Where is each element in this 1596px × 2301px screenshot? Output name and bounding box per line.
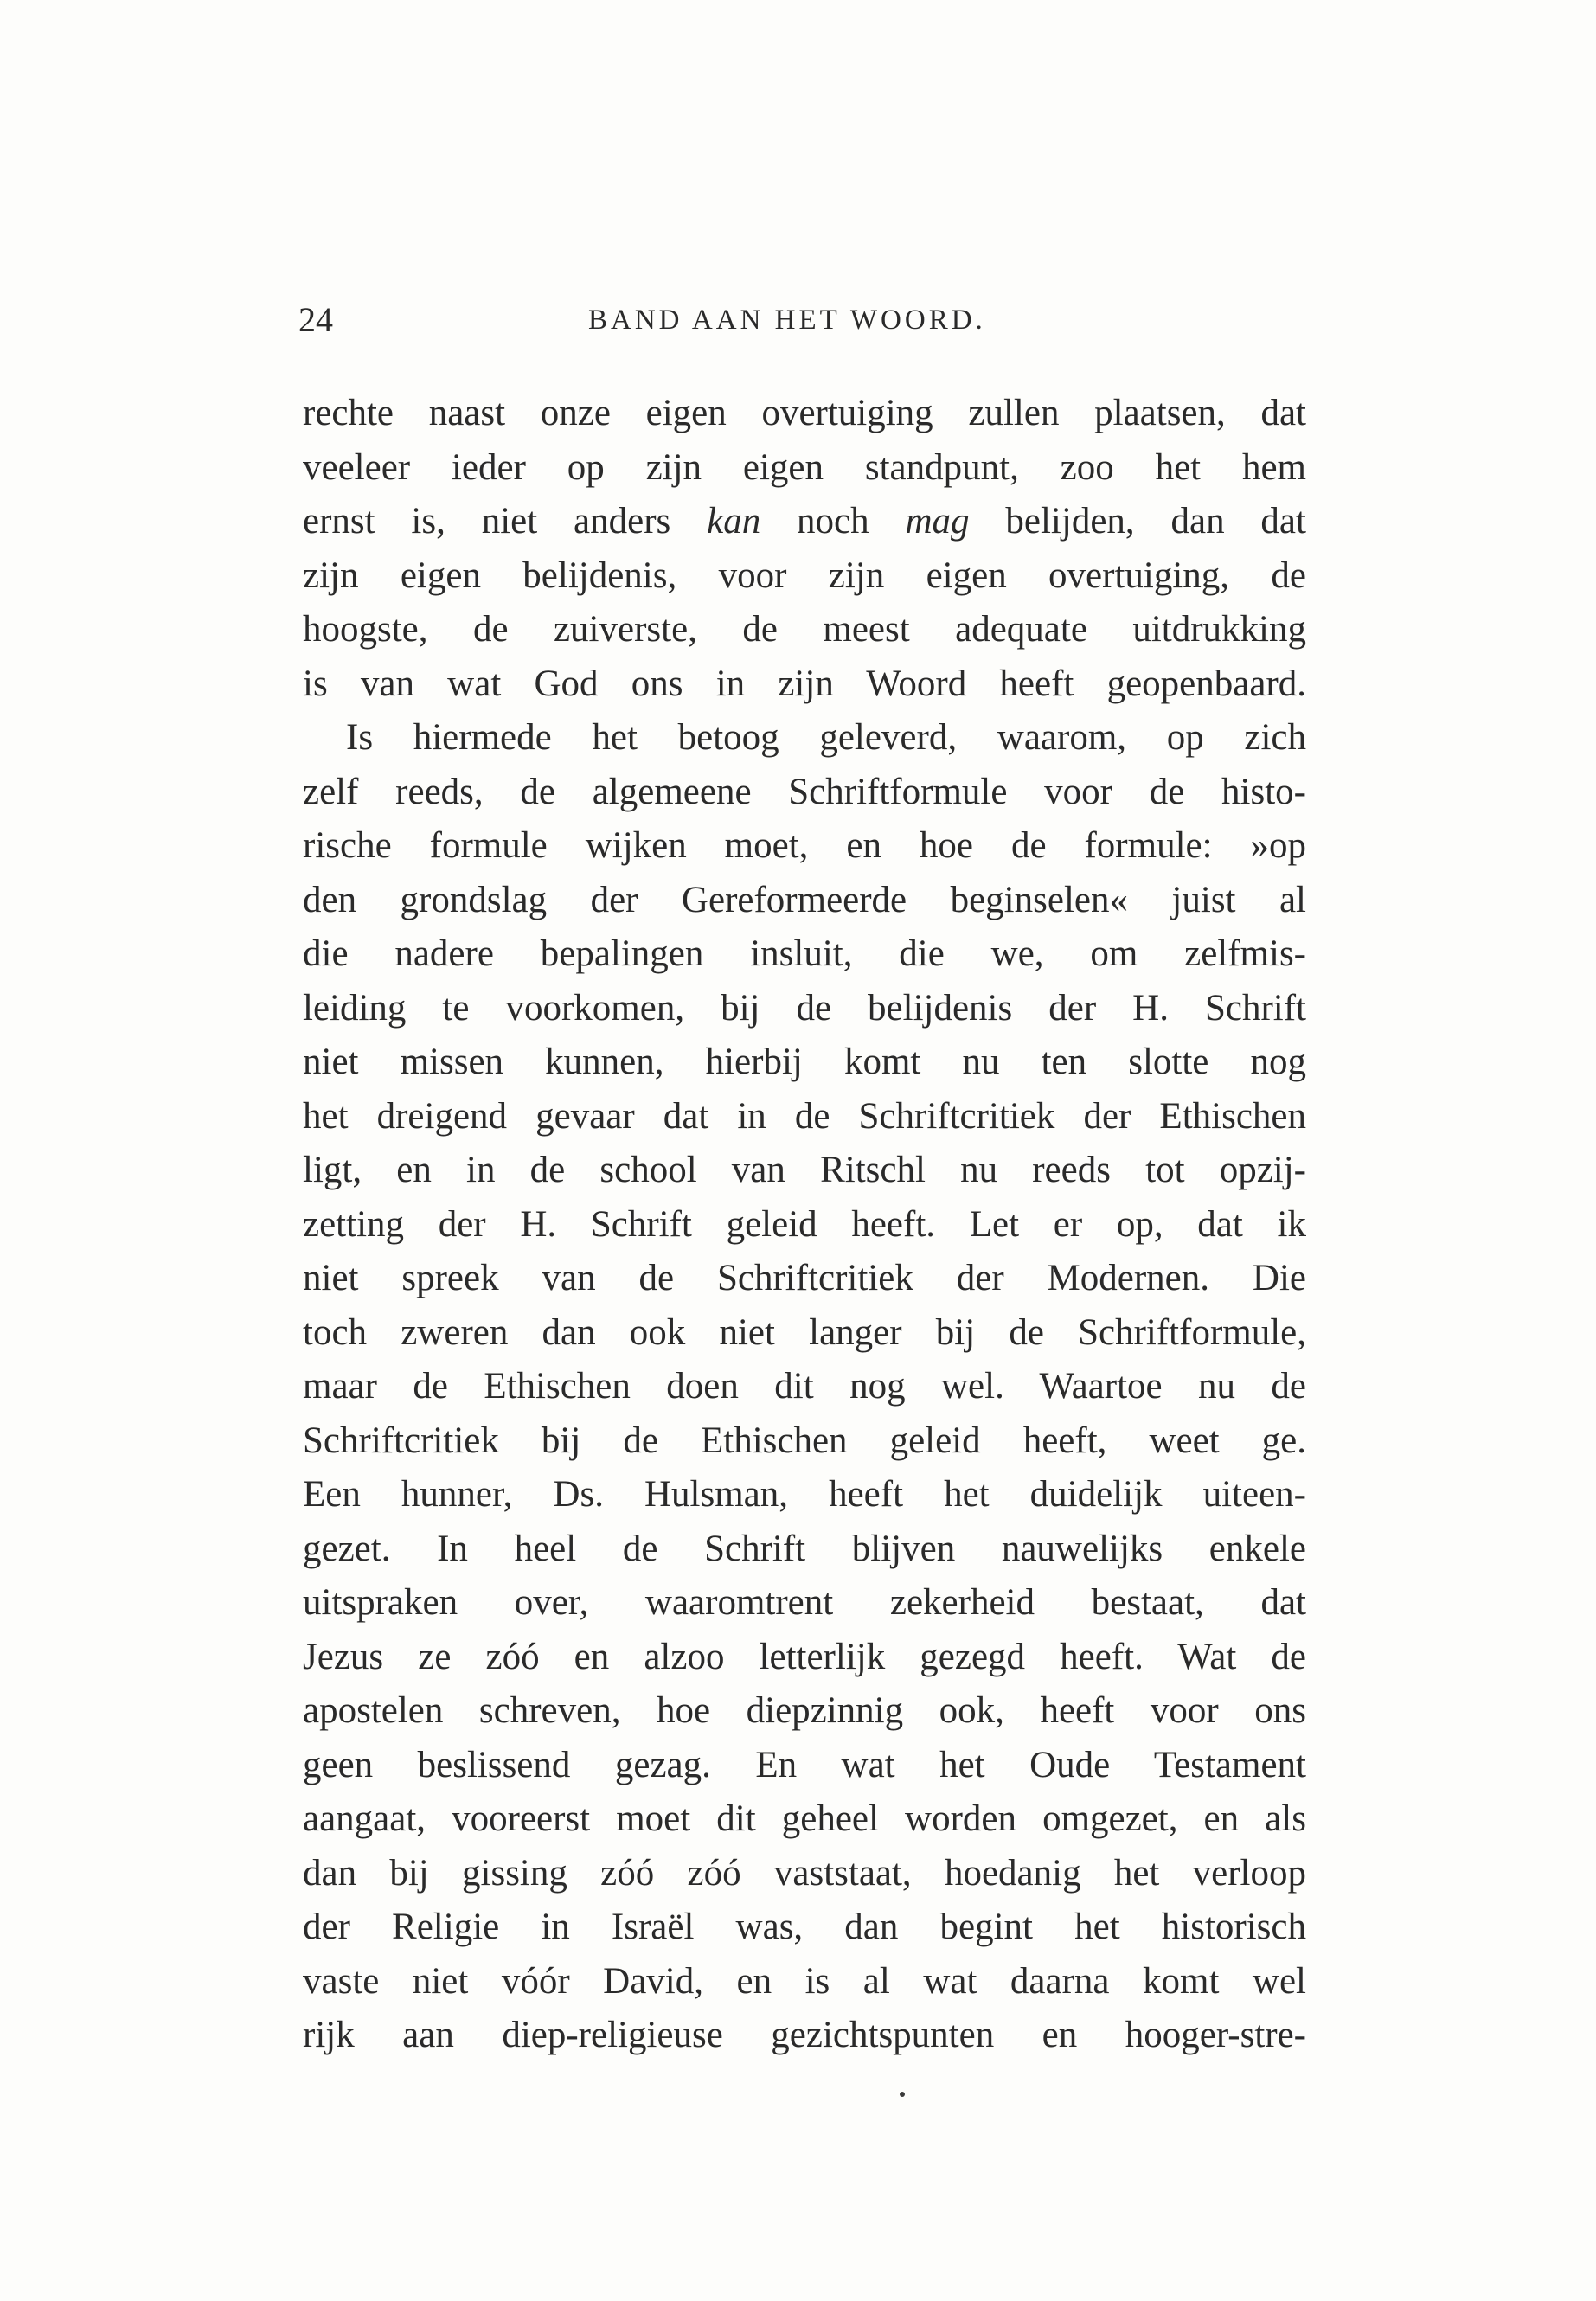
text-line: ligt, en in de school van Ritschl nu reeds tot opzij-: [303, 1150, 1306, 1190]
text-line: Een hunner, Ds. Hulsman, heeft het duidelijk uiteen-: [303, 1474, 1306, 1515]
text-line: zijn eigen belijdenis, voor zijn eigen overtuiging, de: [303, 554, 1306, 596]
page-header: [298, 294, 1311, 346]
page-number: 24: [298, 300, 333, 339]
text-line: apostelen schreven, hoe diepzinnig ook, heeft voor ons: [303, 1690, 1306, 1731]
text-line: Schriftcritiek bij de Ethischen geleid heeft, weet ge.: [303, 1420, 1306, 1461]
text-line: die nadere bepalingen insluit, die we, om zelfmis-: [303, 933, 1306, 974]
text-line: niet spreek van de Schriftcritiek der Modernen. Die: [303, 1258, 1306, 1298]
emphasized-word: kan: [707, 501, 761, 542]
text-line: aangaat, vooreerst moet dit geheel worden omgezet, en als: [303, 1798, 1306, 1839]
text-line: zelf reeds, de algemeene Schriftformule voor de histo-: [303, 771, 1306, 812]
text-line: vaste niet vóór David, en is al wat daarna komt wel: [303, 1960, 1306, 2002]
text-line: veeleer ieder op zijn eigen standpunt, zoo het hem: [303, 446, 1306, 488]
text-line: dan bij gissing zóó zóó vaststaat, hoedanig het verloop: [303, 1852, 1306, 1894]
text-line: rechte naast onze eigen overtuiging zullen plaatsen, dat: [303, 393, 1306, 433]
text-line: zetting der H. Schrift geleid heeft. Let er op, dat ik: [303, 1203, 1306, 1245]
text-line: is van wat God ons in zijn Woord heeft geopenbaard.: [303, 663, 1306, 704]
text-line: rijk aan diep-religieuse gezichtspunten en hooger-stre-: [303, 2015, 1306, 2055]
text-line: niet missen kunnen, hierbij komt nu ten slotte nog: [303, 1042, 1306, 1082]
text-line: Is hiermede het betoog geleverd, waarom, op zich: [346, 717, 1306, 758]
text-line: toch zweren dan ook niet langer bij de Schriftformule,: [303, 1311, 1306, 1353]
text-line: [303, 495, 1306, 549]
text-line: uitspraken over, waaromtrent zekerheid bestaat, dat: [303, 1582, 1306, 1623]
text-line: maar de Ethischen doen dit nog wel. Waartoe nu de: [303, 1366, 1306, 1407]
text-span: belijden, dan dat: [969, 501, 1306, 542]
text-span: noch: [760, 501, 906, 542]
text-line: Jezus ze zóó en alzoo letterlijk gezegd heeft. Wat de: [303, 1636, 1306, 1677]
text-line: hoogste, de zuiverste, de meest adequate uitdrukking: [303, 609, 1306, 650]
text-line: der Religie in Israël was, dan begint het historisch: [303, 1907, 1306, 1947]
ink-speck: [900, 2092, 905, 2097]
text-line: den grondslag der Gereformeerde beginselen« juist al: [303, 879, 1306, 920]
text-line: rische formule wijken moet, en hoe de formule: »op: [303, 825, 1306, 866]
body-text: [303, 387, 1306, 2063]
running-head: BAND AAN HET WOORD.: [588, 304, 986, 336]
emphasized-word: mag: [905, 501, 970, 542]
text-line: geen beslissend gezag. En wat het Oude Testament: [303, 1744, 1306, 1785]
text-line: het dreigend gevaar dat in de Schriftcritiek der Ethischen: [303, 1095, 1306, 1137]
text-line: gezet. In heel de Schrift blijven nauwelijks enkele: [303, 1528, 1306, 1569]
text-span: ernst is, niet anders: [303, 501, 708, 542]
text-line: leiding te voorkomen, bij de belijdenis der H. Schrift: [303, 987, 1306, 1029]
